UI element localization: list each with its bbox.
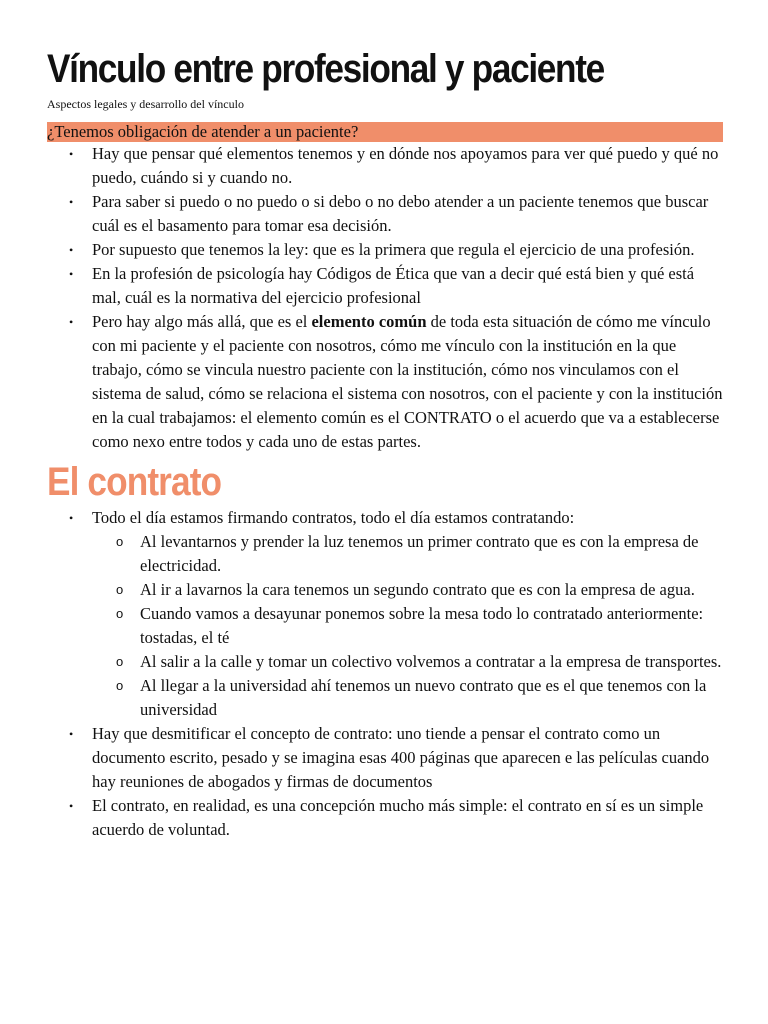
list-item-text-after: de toda esta situación de cómo me vínculo con mi paciente y el paciente con nosotros, cómo me vínculo con la institución en la que trabajo, cómo se vincula nuestro paciente con la institución, cómo nos vinculamos con el sistema de salud, cómo se relaciona el sistema con nosotros, con el paciente y con la institución en la cual trabajamos: el elemento común es el CONTRATO o el acuerdo que va a establecerse como nexo entre todos y cada uno de estas partes. (92, 312, 723, 451)
list-item-text: Por supuesto que tenemos la ley: que es la primera que regula el ejercicio de una profesión. (92, 240, 695, 259)
highlighted-question-heading: ¿Tenemos obligación de atender a un paciente? (47, 122, 723, 142)
list-item (47, 142, 723, 190)
section1-bullet-list (47, 142, 723, 454)
section2-bullet-list (47, 506, 723, 842)
sub-list-item-text: Al llegar a la universidad ahí tenemos un nuevo contrato que es el que tenemos con la universidad (140, 676, 707, 719)
sub-bullet-icon: o (116, 606, 124, 621)
bullet-icon: • (69, 243, 74, 257)
sub-list-item-text: Al ir a lavarnos la cara tenemos un segundo contrato que es con la empresa de agua. (140, 580, 695, 599)
list-item (47, 190, 723, 238)
bold-term: elemento común (311, 312, 427, 331)
list-item (47, 506, 723, 722)
sub-bullet-list (92, 530, 723, 722)
bullet-icon: • (69, 799, 74, 813)
list-item (47, 262, 723, 310)
bullet-icon: • (69, 511, 74, 525)
list-item-text: En la profesión de psicología hay Códigos de Ética que van a decir qué está bien y qué está mal, cuál es la normativa del ejercicio profesional (92, 264, 695, 307)
bullet-icon: • (69, 315, 74, 329)
sub-bullet-icon: o (116, 654, 124, 669)
list-item-text: El contrato, en realidad, es una concepción mucho más simple: el contrato en sí es un simple acuerdo de voluntad. (92, 796, 704, 839)
sub-list-item (47, 530, 723, 578)
bullet-icon: • (69, 195, 74, 209)
sub-list-item (47, 650, 723, 674)
section-heading-contrato: El contrato (47, 460, 222, 504)
sub-bullet-icon: o (116, 534, 124, 549)
sub-list-item (47, 674, 723, 722)
list-item-text-before: Pero hay algo más allá, que es el (92, 312, 312, 331)
list-item-text: Hay que pensar qué elementos tenemos y en dónde nos apoyamos para ver qué puedo y qué no puedo, cuándo si y cuando no. (92, 144, 719, 187)
list-item (47, 310, 723, 454)
bullet-icon: • (69, 727, 74, 741)
list-item (47, 238, 723, 262)
sub-list-item-text: Cuando vamos a desayunar ponemos sobre la mesa todo lo contratado anteriormente: tostadas, el té (140, 604, 704, 647)
bullet-icon: • (69, 147, 74, 161)
sub-bullet-icon: o (116, 582, 124, 597)
document-title: Vínculo entre profesional y paciente (47, 47, 604, 91)
list-item-text: Para saber si puedo o no puedo o si debo o no debo atender a un paciente tenemos que buscar cuál es el basamento para tomar esa decisión. (92, 192, 709, 235)
document-page (47, 44, 723, 842)
sub-bullet-icon: o (116, 678, 124, 693)
sub-list-item (47, 602, 723, 650)
list-item (47, 722, 723, 794)
list-item-text: Todo el día estamos firmando contratos, todo el día estamos contratando: (92, 508, 575, 527)
list-item (47, 794, 723, 842)
sub-list-item (47, 578, 723, 602)
list-item-text: Hay que desmitificar el concepto de contrato: uno tiende a pensar el contrato como un documento escrito, pesado y se imagina esas 400 páginas que aparecen e las películas cuando hay reuniones de abogados y firmas de documentos (92, 724, 710, 791)
sub-list-item-text: Al salir a la calle y tomar un colectivo volvemos a contratar a la empresa de transportes. (140, 652, 722, 671)
sub-list-item-text: Al levantarnos y prender la luz tenemos un primer contrato que es con la empresa de electricidad. (140, 532, 699, 575)
document-subtitle: Aspectos legales y desarrollo del vínculo (47, 97, 244, 111)
bullet-icon: • (69, 267, 74, 281)
